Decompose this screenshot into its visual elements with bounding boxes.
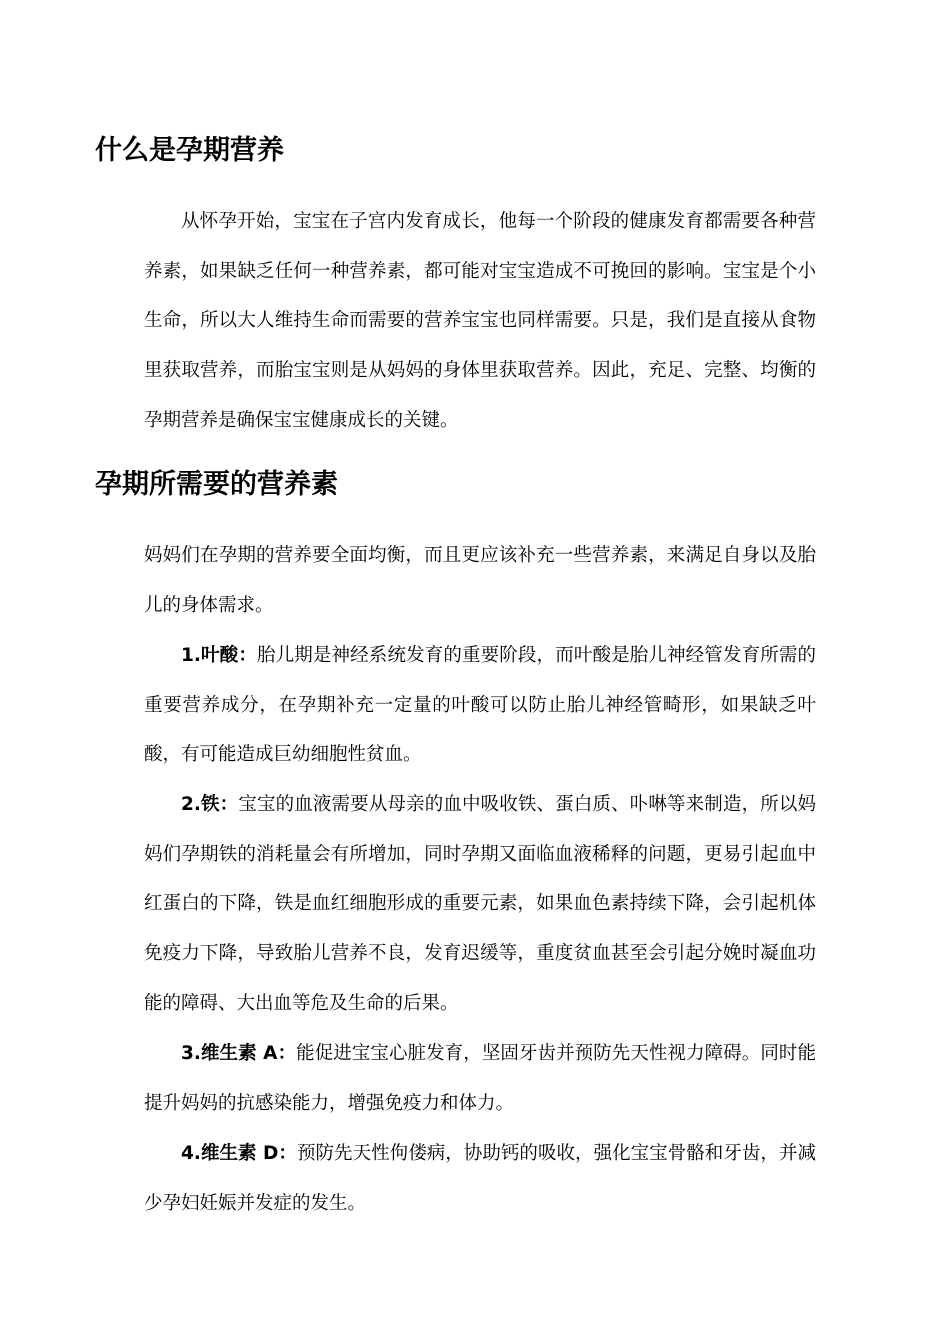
nutrient-item-vitamin-d: [144, 1129, 816, 1228]
nutrient-item-text: 能促进宝宝心脏发育，坚固牙齿并预防先天性视力障碍。同时能提升妈妈的抗感染能力，增强免疫力和体力。: [144, 1043, 816, 1114]
nutrients-intro-paragraph: [144, 531, 816, 630]
nutrient-item-title: 1.叶酸：: [181, 645, 257, 666]
nutrient-item-title: 3.维生素 A：: [181, 1043, 297, 1064]
nutrient-item-folic-acid: [144, 631, 816, 780]
nutrient-item-text: 宝宝的血液需要从母亲的血中吸收铁、蛋白质、卟啉等来制造，所以妈妈们孕期铁的消耗量会有所增加，同时孕期又面临血液稀释的问题，更易引起血中红蛋白的下降，铁是血红细胞形成的重要元素，如果血色素持续下降，会引起机体免疫力下降，导致胎儿营养不良，发育迟缓等，重度贫血甚至会引起分娩时凝血功能的障碍、大出血等危及生命的后果。: [144, 794, 816, 1014]
paragraph-text: 从怀孕开始，宝宝在子宫内发育成长，他每一个阶段的健康发育都需要各种营养素，如果缺乏任何一种营养素，都可能对宝宝造成不可挽回的影响。宝宝是个小生命，所以大人维持生命而需要的营养宝宝也同样需要。只是，我们是直接从食物里获取营养，而胎宝宝则是从妈妈的身体里获取营养。因此，充足、完整、均衡的孕期营养是确保宝宝健康成长的关键。: [144, 211, 816, 431]
section-heading-required-nutrients: 孕期所需要的营养素: [95, 469, 338, 500]
paragraph-text: 妈妈们在孕期的营养要全面均衡，而且更应该补充一些营养素，来满足自身以及胎儿的身体需求。: [144, 545, 816, 616]
nutrient-item-text: 预防先天性佝偻病，协助钙的吸收，强化宝宝骨骼和牙齿，并减少孕妇妊娠并发症的发生。: [144, 1143, 816, 1214]
nutrient-item-title: 2.铁：: [181, 794, 239, 815]
intro-paragraph: [144, 197, 816, 446]
section-heading-pregnancy-nutrition: 什么是孕期营养: [95, 135, 284, 166]
nutrient-item-iron: [144, 780, 816, 1029]
nutrient-item-vitamin-a: [144, 1029, 816, 1128]
nutrient-item-title: 4.维生素 D：: [181, 1143, 297, 1164]
nutrient-item-text: 胎儿期是神经系统发育的重要阶段，而叶酸是胎儿神经管发育所需的重要营养成分，在孕期补充一定量的叶酸可以防止胎儿神经管畸形，如果缺乏叶酸，有可能造成巨幼细胞性贫血。: [144, 645, 816, 766]
